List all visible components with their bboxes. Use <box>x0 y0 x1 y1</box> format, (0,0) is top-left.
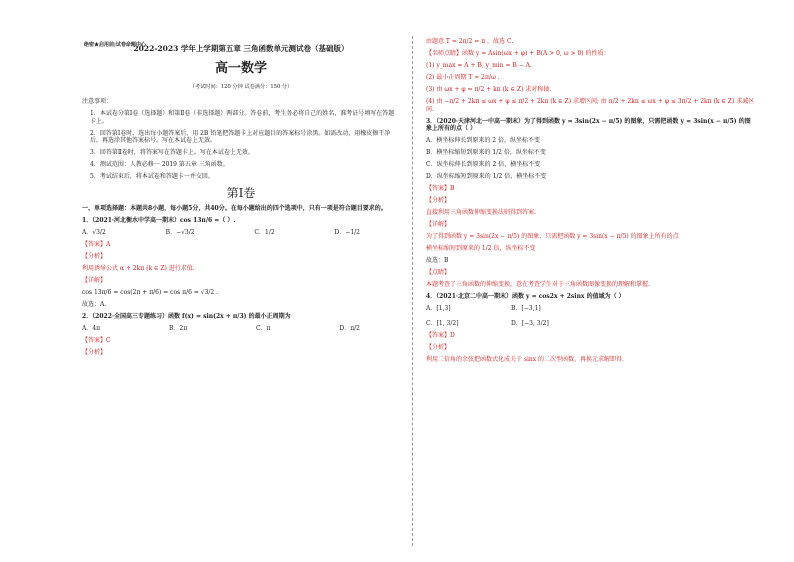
tip-title: 【名师点睛】 <box>426 50 463 57</box>
note-item: 4．测试范围：人教必修一 2019 第五章 三角函数。 <box>90 161 229 169</box>
question-1-options <box>82 229 400 237</box>
notes-title: 注意事项： <box>82 98 113 106</box>
question-1: 1．（2021·河北衡水中学高一期末）cos 13π/6 =（ ）. <box>82 216 236 224</box>
option-d: D．纵坐标缩短到原来的 1/2 倍，横坐标不变 <box>426 173 547 180</box>
right-column <box>426 38 756 368</box>
comment-text: 本题考查了三角函数的伸缩变换，意在考查学生对于三角函数图像变换的理解和掌握. <box>426 281 650 288</box>
detail-text: 横坐标缩短到原来的 1/2 倍，纵坐标不变 <box>426 245 536 252</box>
tip-item: (4) 由 −π/2 + 2kπ ≤ ωx + φ ≤ π/2 + 2kπ (k ∈ Z) 求增区间; 由 π/2 + 2kπ ≤ ωx + φ ≤ 3π/2 + 2kπ (k ∈ Z) 求减区间. <box>426 98 755 113</box>
answer-label: 【答案】A <box>82 240 111 248</box>
option-b: B．横坐标缩短到原来的 1/2 倍，纵坐标不变 <box>426 149 546 156</box>
option-a: A．横坐标伸长到原来的 2 倍，纵坐标不变 <box>426 137 540 144</box>
question-3: 3．（2020·天津河北一中高一期末）为了得到函数 y = 3sin(2x − π/5) 的图象，只需把函数 y = 3sin(x − π/5) 的图象上所有的点（ ） <box>426 117 751 132</box>
answer-label: 【答案】D <box>426 331 455 339</box>
tip-label <box>426 50 756 58</box>
choice-text: 故选：B <box>426 257 449 264</box>
detail-label: 【详解】 <box>82 276 107 284</box>
tip-text: 函数 y = Asin(ωx + φ) + B(A > 0, ω > 0) 的性质： <box>462 50 610 57</box>
section-intro: 一、单项选择题：本题共8小题，每小题5分，共40分。在每小题给出的四个选项中，只有一项是符合题目要求的。 <box>82 204 387 212</box>
tip-item: (2) 最小正周期 T = 2π/ω . <box>426 74 500 81</box>
note-item: 1．本试卷分第Ⅰ卷（选择题）和第Ⅱ卷（非选择题）两部分。答卷前，考生务必将自己的姓名、准考证号填写在答题卡上。 <box>90 110 395 125</box>
note-item: 5．考试结束后，将本试卷和答题卡一并交回。 <box>90 173 214 181</box>
option-b: B．[−3,1] <box>511 305 541 312</box>
section-title: 第Ⅰ卷 <box>226 185 256 200</box>
detail-label: 【详解】 <box>426 221 451 228</box>
tip-item: (1) y_max = A + B, y_min = B − A. <box>426 62 532 69</box>
exam-info: （考试时间：120 分钟 试卷满分：150 分） <box>189 83 293 90</box>
option-d: D．π/2 <box>339 324 360 332</box>
analysis-text: 利用诱导公式 α + 2kπ (k ∈ Z) 进行求值. <box>82 264 195 272</box>
left-column <box>82 38 400 361</box>
tip-item: (3) 由 ωx + φ = π/2 + kπ (k ∈ Z) 求对称轴. <box>426 86 552 93</box>
detail-text: 为了得到函数 y = 3sin(2x − π/5) 的图象，只需把函数 y = 3sin(x − π/5) 的图象上所有的点 <box>426 233 679 240</box>
analysis-label: 【分析】 <box>82 252 107 260</box>
question-2: 2．（2022·全国高三专题练习）函数 f(x) = sin(2x + π/3) 的最小正周期为 <box>82 312 291 320</box>
option-d: D．−1/2 <box>334 228 360 236</box>
header-watermark: 绝密★启用前|试卷命题中心 <box>84 42 146 48</box>
question-4: 4．（2021·北京二中高一期末）函数 y = cos2x + 2sinx 的值域为（ ） <box>426 293 625 300</box>
note-item: 3．回答第Ⅱ卷时，将答案写在答题卡上。写在本试卷上无效。 <box>90 149 254 157</box>
option-c: C．1/2 <box>254 228 275 236</box>
option-a: A．[1,3] <box>426 305 451 312</box>
comment-label: 【点睛】 <box>426 269 451 276</box>
question-2-options <box>82 325 400 333</box>
question-4-options <box>426 305 596 327</box>
answer-label: 【答案】C <box>82 336 111 344</box>
exam-title: 2022-2023 学年上学期第五章 三角函数单元测试卷（基础版） <box>133 44 349 53</box>
note-item: 2．回答第Ⅰ卷时，选出每小题答案后，用 2B 铅笔把答题卡上对应题目的答案标号涂黑。如需改动，用橡皮擦干净后，再选涂其他答案标号。写在本试卷上无效。 <box>90 129 391 145</box>
detail-formula: cos 13π/6 = cos(2π + π/6) = cos π/6 = √3/2 . <box>82 288 219 296</box>
analysis-label: 【分析】 <box>426 197 451 204</box>
solution-line: 由题意 T = 2π/2 = π ，故选 C. <box>426 38 514 45</box>
analysis-text: 直接利用三角函数伸缩变换法则得到答案. <box>426 209 536 216</box>
option-c: C．纵坐标伸长到原来的 2 倍，横坐标不变 <box>426 161 541 168</box>
choice-text: 故选：A. <box>82 300 107 308</box>
option-d: D．[−3, 3/2] <box>511 319 549 327</box>
option-b: B．−√3/2 <box>165 228 195 236</box>
analysis-text: 利用二倍角的余弦把函数式化成关于 sinx 的二次型函数，再换元求解即得. <box>426 355 624 363</box>
option-a: A．√3/2 <box>82 228 106 236</box>
subject-title: 高一数学 <box>214 61 267 77</box>
analysis-label: 【分析】 <box>82 348 107 356</box>
analysis-label: 【分析】 <box>426 343 451 351</box>
option-c: C．π <box>256 324 271 332</box>
answer-label: 【答案】B <box>426 185 455 192</box>
option-a: A．4π <box>82 324 101 332</box>
column-divider <box>412 36 413 546</box>
option-c: C．[1, 3/2] <box>426 319 459 327</box>
option-b: B．2π <box>168 324 188 332</box>
